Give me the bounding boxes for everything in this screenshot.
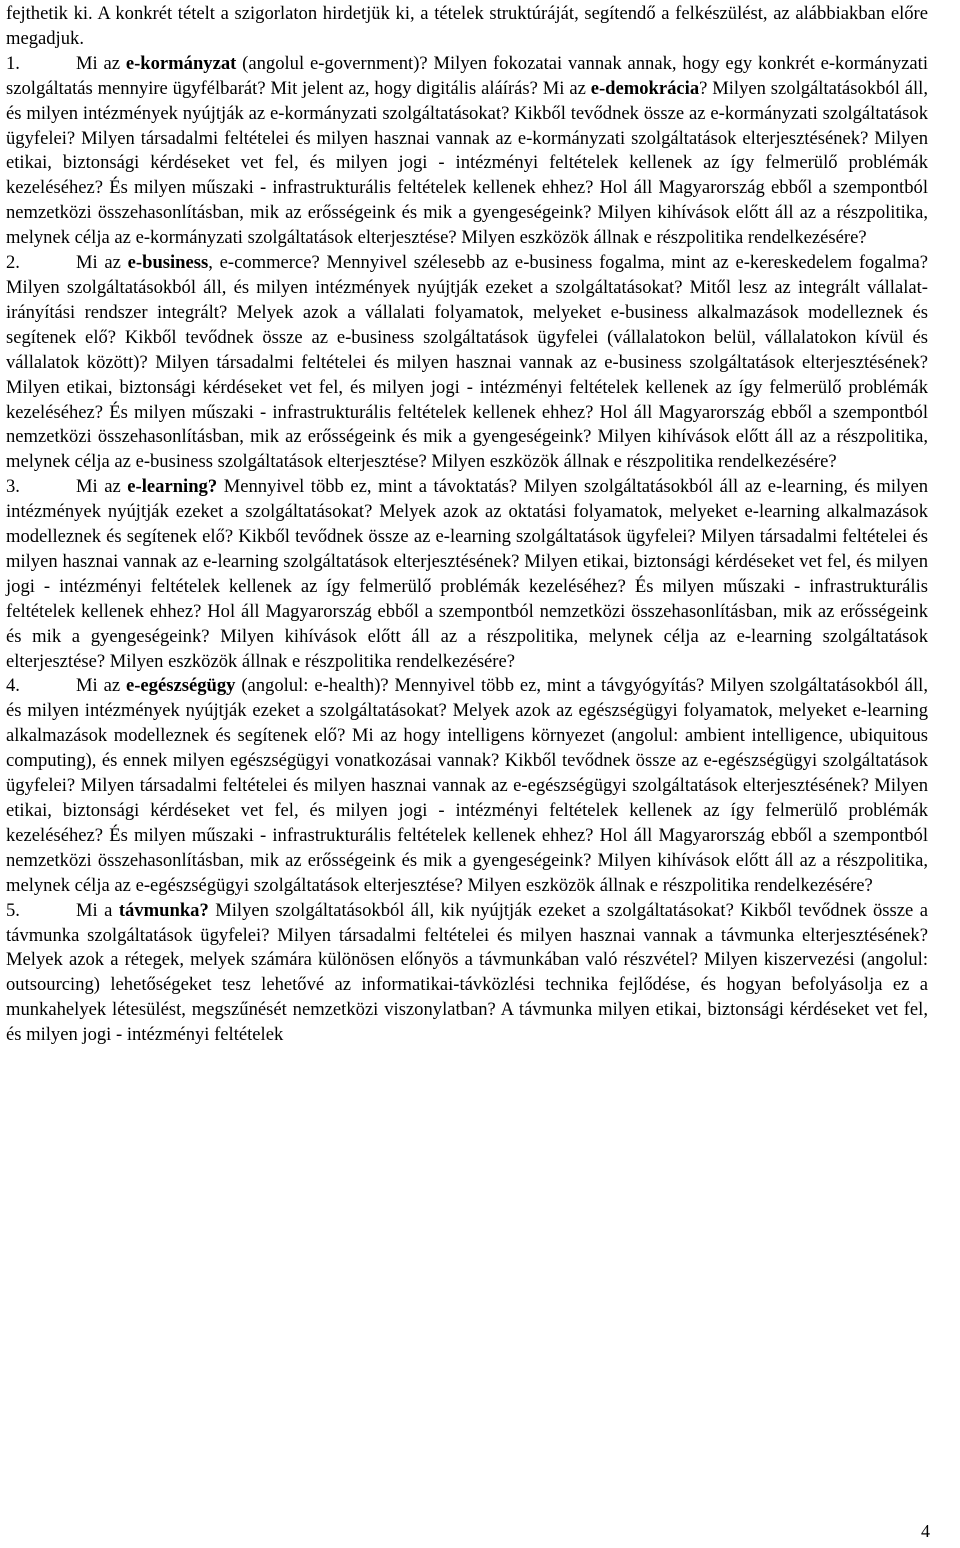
document-page bbox=[6, 2, 928, 1048]
topic-item-2: 2. Mi az e-business, e-commerce? Mennyivel szélesebb az e-business fogalma, mint az e-kereskedelem fogalma? Milyen szolgáltatásokból áll, és milyen intézmények nyújtják ezeket a szolgáltatásokat? Mitől lesz az integrált vállalat-irányítási rendszer integrált? Melyek azok a vállalati folyamatok, melyeket e-business alkalmazások modelleznek és segítenek elő? Kikből tevődnek össze az e-business szolgáltatások ügyfelei (vállalatokon belül, vállalatokon kívül és vállalatok között)? Milyen társadalmi feltételei és milyen hasznai vannak az e-business szolgáltatások elterjesztésének? Milyen etikai, biztonsági kérdéseket vet fel, és milyen jogi - intézményi feltételek kellenek az így felmerülő problémák kezeléséhez? És milyen műszaki - infrastrukturális feltételek kellenek ehhez? Hol áll Magyarország ebből a szempontból nemzetközi összehasonlításban, mik az erősségeink és mik a gyengeségeink? Milyen kihívások előtt áll az a részpolitika, melynek célja az e-business szolgáltatások elterjesztése? Milyen eszközök állnak e részpolitika rendelkezésére? bbox=[6, 252, 928, 473]
item-term: e-business bbox=[127, 252, 209, 274]
item-number: 3. bbox=[6, 476, 20, 498]
page-number: 4 bbox=[921, 1521, 930, 1541]
topic-item-4: 4. Mi az e-egészségügy (angolul: e-health)? Mennyivel több ez, mint a távgyógyítás? Milyen szolgáltatásokból áll, és milyen intézmények nyújtják ezeket a szolgáltatásokat? Melyek azok az egészségügyi folyamatok, melyeket e-learning alkalmazások modelleznek és segítenek elő? Mi az hogy intelligens környezet (angolul: ambient intelligence, ubiquitous computing), és ennek milyen egészségügyi vonatkozásai vannak? Kikből tevődnek össze az e-egészségügyi szolgáltatások ügyfelei? Milyen társadalmi feltételei és milyen hasznai vannak az e-egészségügyi szolgáltatások elterjesztésének? Milyen etikai, biztonsági kérdéseket vet fel, és milyen jogi - intézményi feltételek kellenek az így felmerülő problémák kezeléséhez? És milyen műszaki - infrastrukturális feltételek kellenek ehhez? Hol áll Magyarország ebből a szempontból nemzetközi összehasonlításban, mik az erősségeink és mik a gyengeségeink? Milyen kihívások előtt áll az a részpolitika, melynek célja az e-egészségügyi szolgáltatások elterjesztése? Milyen eszközök állnak e részpolitika rendelkezésére? bbox=[6, 675, 928, 896]
intro-paragraph: fejthetik ki. A konkrét tételt a szigorlaton hirdetjük ki, a tételek struktúráját, segítendő a felkészülést, az alábbiakban előre megadjuk. bbox=[6, 3, 928, 49]
item-term: távmunka? bbox=[118, 899, 209, 921]
item-number: 5. bbox=[6, 899, 20, 921]
topic-item-1: 1. Mi az e-kormányzat (angolul e-government)? Milyen fokozatai vannak annak, hogy egy konkrét e-kormányzati szolgáltatás mennyire ügyfélbarát? Mit jelent az, hogy digitális aláírás? Mi az e-demokrácia? Milyen szolgáltatásokból áll, és milyen intézmények nyújtják az e-kormányzati szolgáltatásokat? Kikből tevődnek össze az e-kormányzati szolgáltatások ügyfelei? Milyen társadalmi feltételei és milyen hasznai vannak az e-kormányzati szolgáltatások elterjesztésének? Milyen etikai, biztonsági kérdéseket vet fel, és milyen jogi - intézményi feltételek kellenek az így felmerülő problémák kezeléséhez? És milyen műszaki - infrastrukturális feltételek kellenek ehhez? Hol áll Magyarország ebből a szempontból nemzetközi összehasonlításban, mik az erősségeink és mik a gyengeségeink? Milyen kihívások előtt áll az a részpolitika, melynek célja az e-kormányzati szolgáltatások elterjesztése? Milyen eszközök állnak e részpolitika rendelkezésére? bbox=[6, 52, 928, 249]
topic-item-5: 5. Mi a távmunka? Milyen szolgáltatásokból áll, kik nyújtják ezeket a szolgáltatásokat? Kikből tevődnek össze a távmunka szolgáltatások ügyfelei? Milyen társadalmi feltételei és milyen hasznai vannak a távmunka elterjesztésének? Melyek azok a rétegek, melyek számára különösen előnyös a távmunkában való részvétel? Milyen kiszervezési (angolul: outsourcing) lehetőségeket tesz lehetővé az informatikai-távközlési technika fejlődése, és hogyan befolyásolja ez a munkahelyek létesülést, megszűnését nemzetközi viszonylatban? A távmunka milyen etikai, biztonsági kérdéseket vet fel, és milyen jogi - intézményi feltételek bbox=[6, 899, 928, 1046]
item-number: 2. bbox=[6, 252, 20, 274]
topic-item-3: 3. Mi az e-learning? Mennyivel több ez, mint a távoktatás? Milyen szolgáltatásokból áll az e-learning, és milyen intézmények nyújtják ezeket a szolgáltatásokat? Melyek azok az oktatási folyamatok, melyeket e-learning alkalmazások modelleznek és segítenek elő? Kikből tevődnek össze az e-learning szolgáltatások ügyfelei? Milyen társadalmi feltételei és milyen hasznai vannak az e-learning szolgáltatások elterjesztésének? Milyen etikai, biztonsági kérdéseket vet fel, és milyen jogi - intézményi feltételek kellenek az így felmerülő problémák kezeléséhez? És milyen műszaki - infrastrukturális feltételek kellenek ehhez? Hol áll Magyarország ebből a szempontból nemzetközi összehasonlításban, mik az erősségeink és mik a gyengeségeink? Milyen kihívások előtt áll az a részpolitika, melynek célja az e-learning szolgáltatások elterjesztése? Milyen eszközök állnak e részpolitika rendelkezésére? bbox=[6, 476, 928, 672]
item-term-2: e-demokrácia bbox=[590, 77, 700, 99]
item-number: 4. bbox=[6, 675, 20, 697]
item-term: e-kormányzat bbox=[125, 52, 237, 74]
item-number: 1. bbox=[6, 52, 20, 74]
item-term: e-egészségügy bbox=[125, 675, 236, 697]
item-term: e-learning? bbox=[127, 476, 218, 498]
